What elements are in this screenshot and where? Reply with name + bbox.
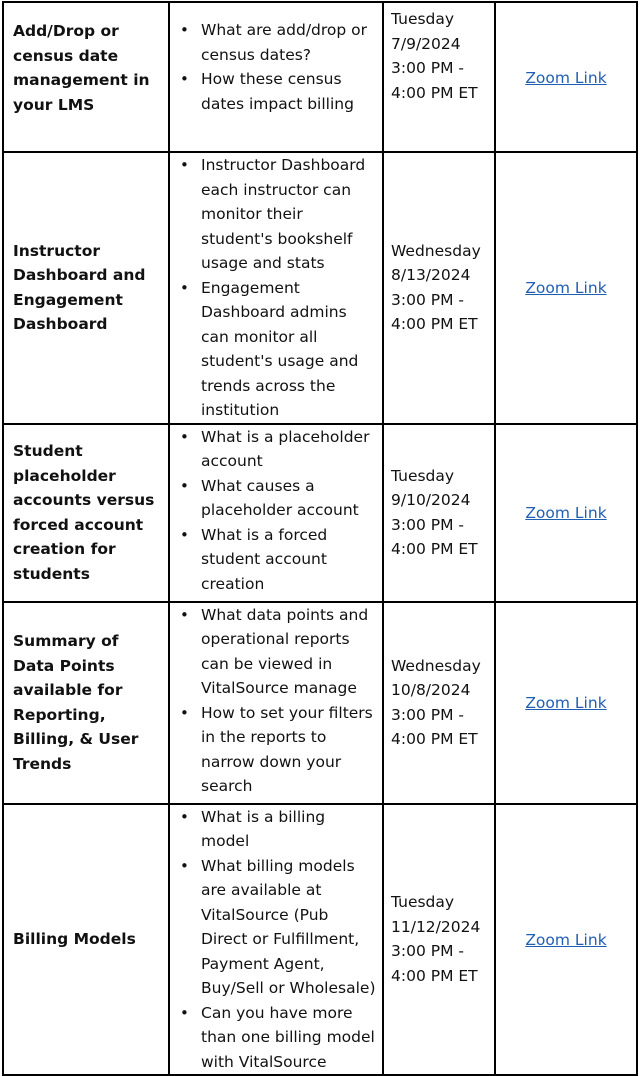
session-topic: Summary of Data Points available for Reporting, Billing, & User Trends bbox=[3, 602, 169, 804]
session-details bbox=[169, 2, 383, 152]
session-date: 11/12/2024 bbox=[391, 917, 481, 936]
list-item: • What are add/drop or census dates? bbox=[201, 18, 378, 67]
session-topic: Add/Drop or census date management in your LMS bbox=[3, 2, 169, 152]
zoom-link[interactable]: Zoom Link bbox=[525, 68, 607, 87]
session-day: Wednesday bbox=[391, 656, 481, 675]
link-cell bbox=[495, 804, 637, 1076]
session-day: Tuesday bbox=[391, 893, 455, 912]
session-datetime bbox=[383, 152, 495, 424]
list-item: • Engagement Dashboard admins can monitor all student's usage and trends across the institution bbox=[201, 276, 378, 423]
session-datetime bbox=[383, 2, 495, 152]
table-row bbox=[3, 804, 637, 1076]
session-topic: Billing Models bbox=[3, 804, 169, 1076]
session-datetime bbox=[383, 804, 495, 1076]
table-row bbox=[3, 602, 637, 804]
list-item: • Can you have more than one billing model with VitalSource bbox=[201, 1001, 378, 1075]
session-time: 3:00 PM - 4:00 PM ET bbox=[391, 705, 478, 748]
list-item: • What data points and operational reports can be viewed in VitalSource manage bbox=[201, 603, 378, 701]
table-row bbox=[3, 152, 637, 424]
bullet-list bbox=[170, 603, 382, 799]
session-date: 9/10/2024 bbox=[391, 491, 471, 509]
session-date: 10/8/2024 bbox=[391, 681, 471, 699]
session-time: 3:00 PM - 4:00 PM ET bbox=[391, 942, 478, 985]
bullet-list bbox=[170, 153, 382, 423]
session-datetime bbox=[383, 602, 495, 804]
zoom-link[interactable]: Zoom Link bbox=[525, 279, 607, 298]
bullet-list bbox=[170, 425, 382, 597]
session-topic: Student placeholder accounts versus forced account creation for students bbox=[3, 424, 169, 602]
session-time: 3:00 PM - 4:00 PM ET bbox=[391, 59, 478, 102]
session-details bbox=[169, 424, 383, 602]
table-row bbox=[3, 2, 637, 152]
link-cell bbox=[495, 602, 637, 804]
list-item: • What billing models are available at VitalSource (Pub Direct or Fulfillment, Payment Agent, Buy/Sell or Wholesale) bbox=[201, 854, 378, 1001]
zoom-link[interactable]: Zoom Link bbox=[525, 504, 607, 522]
session-date: 8/13/2024 bbox=[391, 266, 471, 285]
session-date: 7/9/2024 bbox=[391, 34, 461, 53]
session-details bbox=[169, 804, 383, 1076]
list-item: • How these census dates impact billing bbox=[201, 67, 378, 116]
list-item: • What is a forced student account creation bbox=[201, 523, 378, 597]
session-day: Wednesday bbox=[391, 241, 481, 260]
webinar-schedule-table bbox=[2, 1, 638, 1076]
bullet-list bbox=[170, 18, 382, 116]
list-item: • What is a placeholder account bbox=[201, 425, 378, 474]
session-day: Tuesday bbox=[391, 10, 455, 28]
link-cell bbox=[495, 424, 637, 602]
session-time: 3:00 PM - 4:00 PM ET bbox=[391, 290, 478, 334]
bullet-list bbox=[170, 805, 382, 1075]
list-item: • How to set your filters in the reports to narrow down your search bbox=[201, 701, 378, 799]
link-cell bbox=[495, 2, 637, 152]
zoom-link[interactable]: Zoom Link bbox=[525, 694, 607, 712]
session-topic: Instructor Dashboard and Engagement Dashboard bbox=[3, 152, 169, 424]
session-details bbox=[169, 152, 383, 424]
session-time: 3:00 PM - 4:00 PM ET bbox=[391, 515, 478, 558]
list-item: • What is a billing model bbox=[201, 805, 378, 854]
list-item: • Instructor Dashboard each instructor can monitor their student's bookshelf usage and stats bbox=[201, 153, 378, 276]
session-details bbox=[169, 602, 383, 804]
table-row bbox=[3, 424, 637, 602]
list-item: • What causes a placeholder account bbox=[201, 474, 378, 523]
link-cell bbox=[495, 152, 637, 424]
zoom-link[interactable]: Zoom Link bbox=[525, 930, 607, 949]
session-day: Tuesday bbox=[391, 466, 455, 485]
session-datetime bbox=[383, 424, 495, 602]
